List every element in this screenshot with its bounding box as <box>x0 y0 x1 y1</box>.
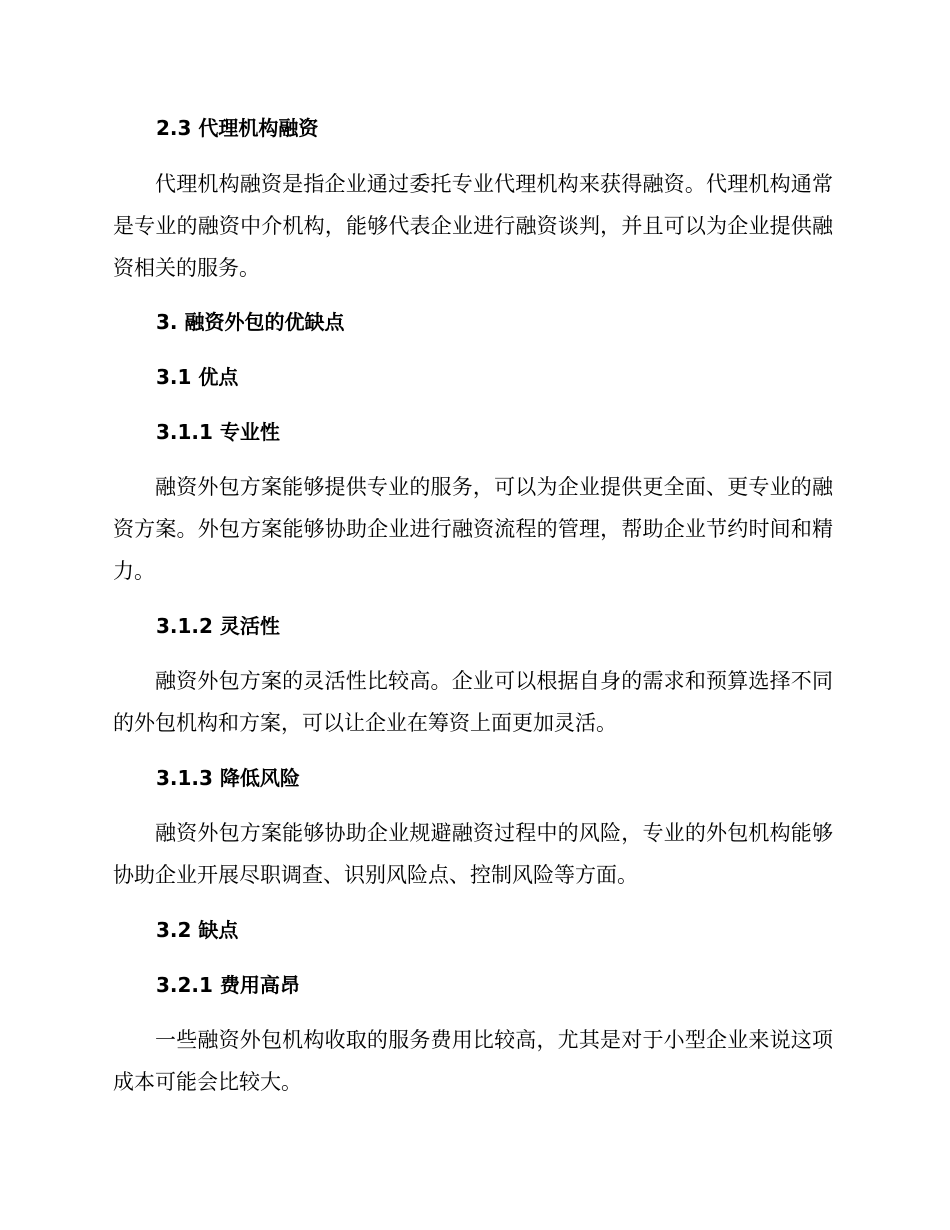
heading-2-3: 2.3 代理机构融资 <box>156 116 319 140</box>
heading-3-1: 3.1 优点 <box>156 365 239 389</box>
heading-3-1-3: 3.1.3 降低风险 <box>156 766 300 790</box>
heading-3-1-2: 3.1.2 灵活性 <box>156 614 280 638</box>
heading-3-2-1: 3.2.1 费用高昂 <box>156 973 300 997</box>
heading-3-1-1: 3.1.1 专业性 <box>156 420 280 444</box>
heading-3-2: 3.2 缺点 <box>156 918 239 942</box>
paragraph-3-2-1: 一些融资外包机构收取的服务费用比较高，尤其是对于小型企业来说这项成本可能会比较大。 <box>113 1028 833 1094</box>
paragraph-3-1-2: 融资外包方案的灵活性比较高。企业可以根据自身的需求和预算选择不同的外包机构和方案，可以让企业在筹资上面更加灵活。 <box>113 669 833 735</box>
paragraph-3-1-3: 融资外包方案能够协助企业规避融资过程中的风险，专业的外包机构能够协助企业开展尽职调查、识别风险点、控制风险等方面。 <box>113 821 833 887</box>
heading-3: 3. 融资外包的优缺点 <box>156 310 345 334</box>
paragraph-2-3: 代理机构融资是指企业通过委托专业代理机构来获得融资。代理机构通常是专业的融资中介机构，能够代表企业进行融资谈判，并且可以为企业提供融资相关的服务。 <box>113 172 833 280</box>
paragraph-3-1-1: 融资外包方案能够提供专业的服务，可以为企业提供更全面、更专业的融资方案。外包方案能够协助企业进行融资流程的管理，帮助企业节约时间和精力。 <box>113 475 833 583</box>
